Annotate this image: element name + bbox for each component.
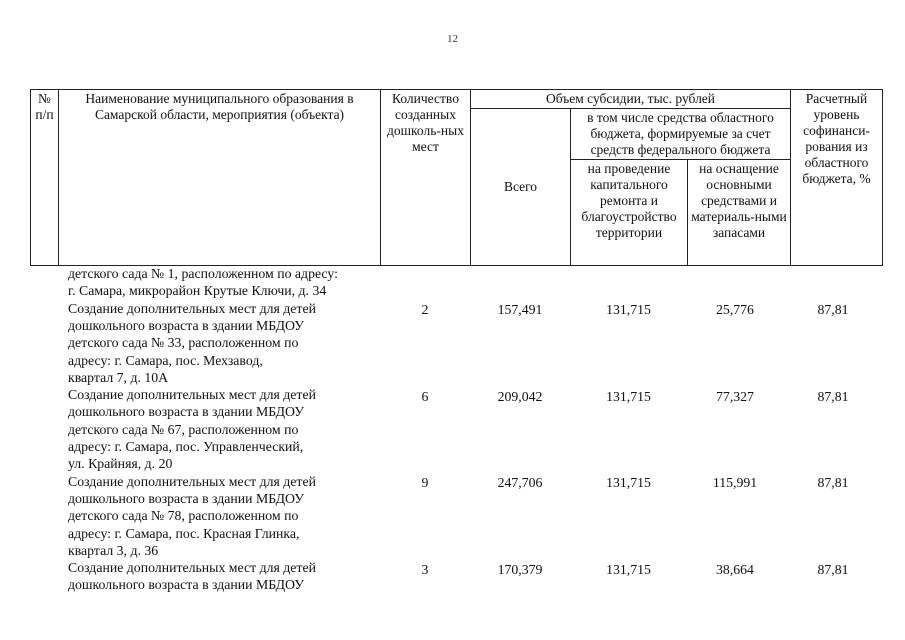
- row-places: 3: [421, 562, 429, 578]
- row-text-line: дошкольного возраста в здании МБДОУ: [68, 490, 305, 506]
- row-text-line: Создание дополнительных мест для детей: [68, 560, 316, 576]
- row-total: 170,379: [497, 562, 543, 578]
- table-header: [30, 89, 883, 266]
- row-text-line: адресу: г. Самара, пос. Управленческий,: [68, 439, 304, 454]
- row-text-line: детского сада № 78, расположенном по: [68, 508, 299, 524]
- row-repair: 131,715: [606, 475, 651, 491]
- header-equip: на оснащение основными средствами и материаль-ными запасами: [688, 160, 791, 266]
- row-repair: 131,715: [606, 302, 651, 318]
- row-equip: 38,664: [716, 562, 754, 578]
- row-total: 247,706: [497, 475, 543, 491]
- row-places: 6: [421, 388, 429, 404]
- header-total: Всего: [471, 109, 571, 266]
- row-total: 157,491: [497, 302, 543, 318]
- row-text-line: адресу: г. Самара, пос. Красная Глинка,: [68, 525, 300, 541]
- row-level: 87,81: [817, 475, 849, 491]
- row-text-line: дошкольного возраста в здании МБДОУ: [68, 577, 305, 593]
- header-repair: на проведение капитального ремонта и благоустройство территории: [571, 160, 688, 266]
- row-level: 87,81: [817, 302, 849, 318]
- row-repair: 131,715: [606, 562, 651, 578]
- row-equip: 115,991: [712, 475, 758, 491]
- page-number: 12: [447, 33, 458, 45]
- header-places: Количество созданных дошколь-ных мест: [381, 90, 471, 266]
- row-text-line: дошкольного возраста в здании МБДОУ: [68, 317, 305, 333]
- row-text-line: ул. Крайняя, д. 20: [68, 456, 173, 472]
- row-text-line: Создание дополнительных мест для детей: [68, 387, 316, 403]
- header-level: Расчетный уровень софинанси-рования из областного бюджета, %: [791, 90, 883, 266]
- row-level: 87,81: [817, 562, 849, 578]
- row-level: 87,81: [817, 388, 849, 404]
- row-repair: 131,715: [606, 388, 651, 404]
- row-text-line: детского сада № 67, расположенном по: [68, 421, 299, 437]
- row-equip: 25,776: [716, 302, 754, 318]
- header-name: Наименование муниципального образования в Самарской области, мероприятия (объекта): [59, 90, 381, 266]
- row-text-line: Создание дополнительных мест для детей: [68, 300, 316, 316]
- row-text-line: Создание дополнительных мест для детей: [68, 473, 316, 489]
- row-text-line: квартал 3, д. 36: [68, 542, 159, 558]
- row-text-line: квартал 7, д. 10А: [68, 369, 169, 385]
- row-text-line: детского сада № 1, расположенном по адресу:: [68, 266, 338, 281]
- header-federal: в том числе средства областного бюджета, формируемые за счет средств федерального бюджета: [571, 109, 791, 160]
- row-total: 209,042: [497, 388, 543, 404]
- row-text-line: дошкольного возраста в здании МБДОУ: [68, 404, 305, 420]
- row-text-line: г. Самара, микрорайон Крутые Ключи, д. 34: [68, 283, 327, 299]
- row-places: 2: [421, 302, 429, 318]
- row-equip: 77,327: [716, 388, 754, 404]
- header-num: № п/п: [31, 90, 59, 266]
- header-subsidy: Объем субсидии, тыс. рублей: [471, 90, 791, 109]
- row-text-line: детского сада № 33, расположенном по: [68, 335, 299, 351]
- row-text-line: адресу: г. Самара, пос. Мехзавод,: [68, 352, 263, 368]
- row-places: 9: [421, 475, 429, 491]
